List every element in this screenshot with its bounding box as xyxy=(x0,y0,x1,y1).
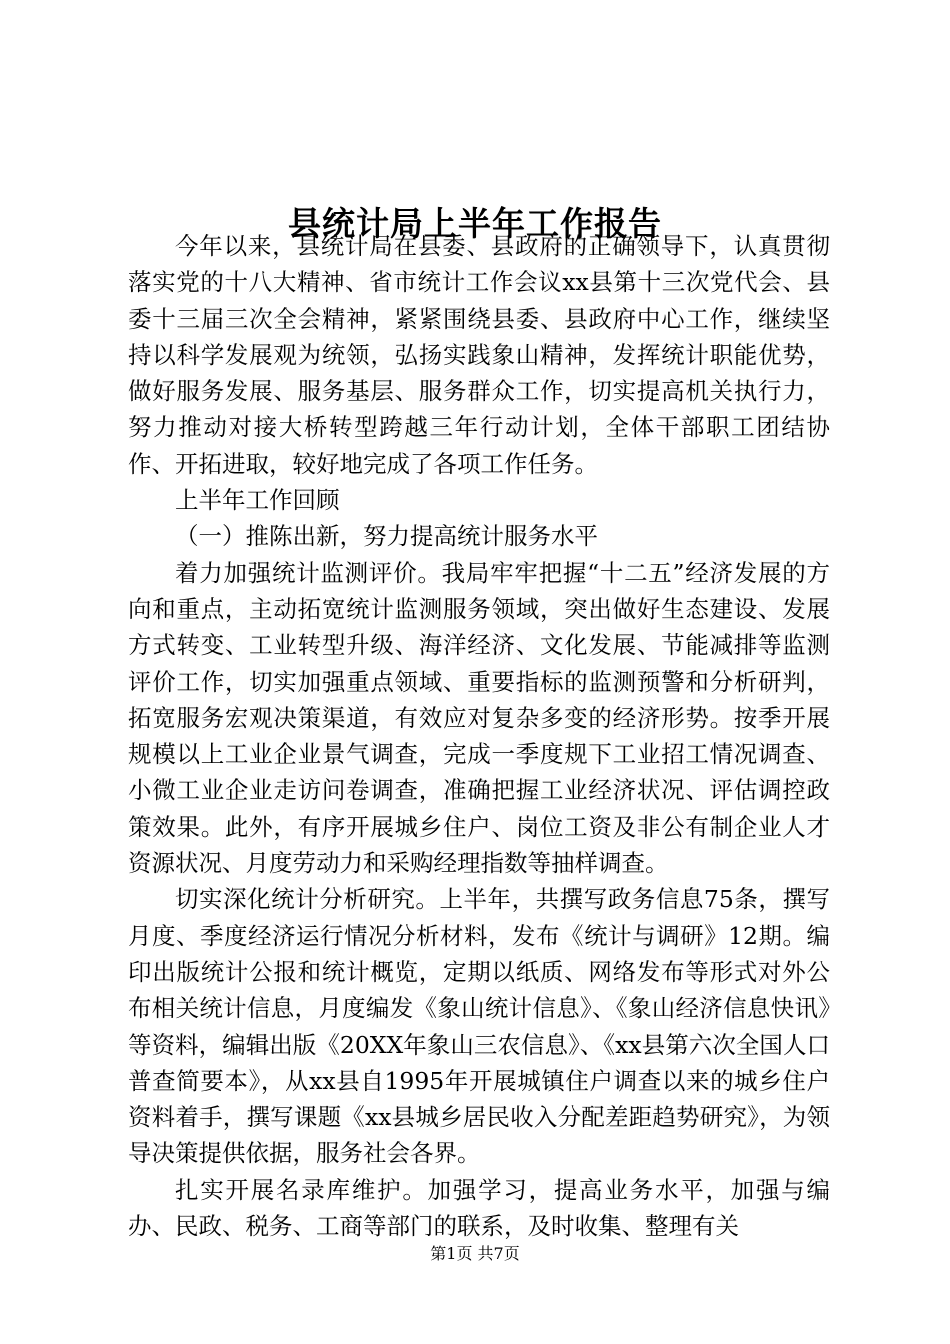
document-body xyxy=(128,228,830,1244)
intro-paragraph: 今年以来，县统计局在县委、县政府的正确领导下，认真贯彻落实党的十八大精神、省市统计工作会议xx县第十三次党代会、县委十三届三次全会精神，紧紧围绕县委、县政府中心工作，继续坚持以科学发展观为统领，弘扬实践象山精神，发挥统计职能优势，做好服务发展、服务基层、服务群众工作，切实提高机关执行力，努力推动对接大桥转型跨越三年行动计划，全体干部职工团结协作、开拓进取，较好地完成了各项工作任务。 xyxy=(128,232,830,478)
page-footer: 第1页 共7页 xyxy=(430,1244,520,1263)
document-title: 县统计局上半年工作报告 xyxy=(288,204,662,244)
monitoring-paragraph: 着力加强统计监测评价。我局牢牢把握“十二五”经济发展的方向和重点，主动拓宽统计监测服务领域，突出做好生态建设、发展方式转变、工业转型升级、海洋经济、文化发展、节能减排等监测评价工作，切实加强重点领域、重要指标的监测预警和分析研判，拓宽服务宏观决策渠道，有效应对复杂多变的经济形势。按季开展规模以上工业企业景气调查，完成一季度规下工业招工情况调查、小微工业企业走访问卷调查，准确把握工业经济状况、评估调控政策效果。此外，有序开展城乡住户、岗位工资及非公有制企业人才资源状况、月度劳动力和采购经理指数等抽样调查。 xyxy=(128,558,830,878)
analysis-paragraph: 切实深化统计分析研究。上半年，共撰写政务信息75条，撰写月度、季度经济运行情况分析材料，发布《统计与调研》12期。编印出版统计公报和统计概览，定期以纸质、网络发布等形式对外公布相关统计信息，月度编发《象山统计信息》、《象山经济信息快讯》等资料，编辑出版《20XX年象山三农信息》、《xx县第六次全国人口普查简要本》，从xx县自1995年开展城镇住户调查以来的城乡住户资料着手，撰写课题《xx县城乡居民收入分配差距趋势研究》，为领导决策提供依据，服务社会各界。 xyxy=(128,885,830,1168)
section-heading: 上半年工作回顾 xyxy=(175,486,340,515)
directory-paragraph: 扎实开展名录库维护。加强学习，提高业务水平，加强与编办、民政、税务、工商等部门的联系，及时收集、整理有关 xyxy=(128,1175,830,1241)
subsection-heading: （一）推陈出新，努力提高统计服务水平 xyxy=(175,522,598,551)
